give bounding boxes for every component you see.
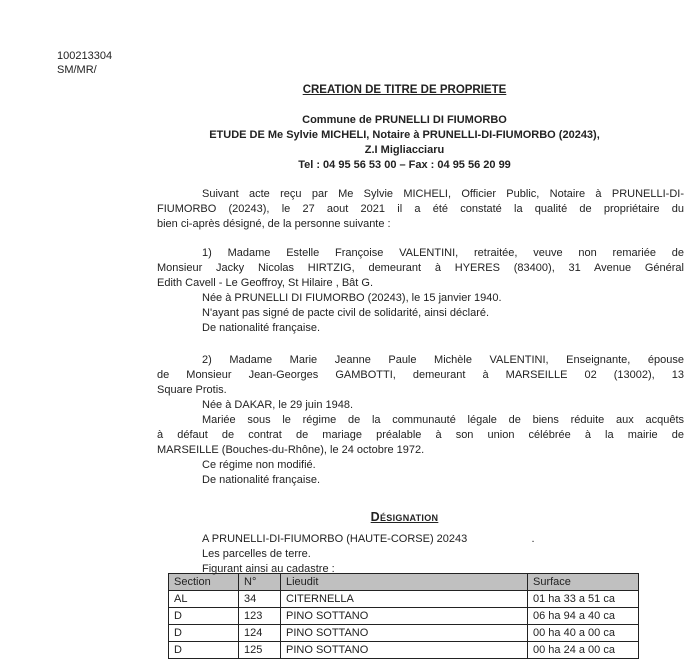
person2-paragraph-line: de Monsieur Jean-Georges GAMBOTTI, demeurant à MARSEILLE 02 (13002), 13 (157, 369, 684, 381)
document-title: CREATION DE TITRE DE PROPRIETE (302, 84, 507, 96)
cell-section: D (169, 642, 239, 659)
cell-section: D (169, 608, 239, 625)
person2-marriage-line: Mariée sous le régime de la communauté légale de biens réduite aux acquêts (202, 414, 684, 426)
person2-detail-line: De nationalité française. (202, 474, 321, 486)
cell-lieudit: PINO SOTTANO (281, 608, 528, 625)
col-header-surface: Surface (528, 574, 639, 591)
etude-line: ETUDE DE Me Sylvie MICHELI, Notaire à PRUNELLI-DI-FIUMORBO (20243), (209, 129, 600, 141)
person2-paragraph-line: 2) Madame Marie Jeanne Paule Michèle VALENTINI, Enseignante, épouse (202, 354, 684, 366)
person1-detail-line: Née à PRUNELLI DI FIUMORBO (20243), le 15 janvier 1940. (202, 292, 502, 304)
person2-detail-line: Née à DAKAR, le 29 juin 1948. (202, 399, 354, 411)
designation-line: Figurant ainsi au cadastre : (202, 563, 335, 575)
cell-surface: 00 ha 24 a 00 ca (528, 642, 639, 659)
person1-block (157, 246, 684, 336)
cadastre-table (168, 573, 639, 659)
cell-section: D (169, 625, 239, 642)
tel-fax-line: Tel : 04 95 56 53 00 – Fax : 04 95 56 20 99 (298, 159, 511, 171)
reference-initials: SM/MR/ (57, 64, 97, 76)
notary-office-block (157, 113, 684, 173)
cell-lieudit: PINO SOTTANO (281, 642, 528, 659)
commune-line: Commune de PRUNELLI DI FIUMORBO (302, 114, 507, 126)
col-header-section: Section (169, 574, 239, 591)
cell-surface: 01 ha 33 a 51 ca (528, 591, 639, 608)
designation-block (157, 532, 684, 577)
person2-block (157, 353, 684, 488)
file-reference (57, 49, 112, 77)
document-body (157, 83, 684, 659)
cell-surface: 00 ha 40 a 00 ca (528, 625, 639, 642)
designation-line: A PRUNELLI-DI-FIUMORBO (HAUTE-CORSE) 20243 . (202, 533, 535, 545)
cell-numero: 124 (239, 625, 281, 642)
intro-paragraph (157, 187, 684, 232)
table-row (169, 625, 639, 642)
reference-number: 100213304 (57, 50, 113, 62)
intro-line: FIUMORBO (20243), le 27 aout 2021 il a été constaté la qualité de propriétaire du (157, 203, 684, 215)
designation-heading: Désignation (370, 510, 439, 524)
person2-marriage-line: à défaut de contrat de mariage préalable à son union célébrée à la mairie de (157, 429, 684, 441)
table-row (169, 608, 639, 625)
cell-surface: 06 ha 94 a 40 ca (528, 608, 639, 625)
designation-heading-row (157, 510, 684, 525)
cell-lieudit: CITERNELLA (281, 591, 528, 608)
cell-numero: 34 (239, 591, 281, 608)
person1-paragraph-line: 1) Madame Estelle Françoise VALENTINI, retraitée, veuve non remariée de (202, 247, 684, 259)
col-header-numero: N° (239, 574, 281, 591)
table-row (169, 642, 639, 659)
person1-paragraph-line: Monsieur Jacky Nicolas HIRTZIG, demeurant à HYERES (83400), 31 Avenue Général (157, 262, 684, 274)
office-address-line: Z.I Migliacciaru (364, 144, 445, 156)
table-row (169, 591, 639, 608)
person2-marriage-line: MARSEILLE (Bouches-du-Rhône), le 24 octobre 1972. (157, 444, 425, 456)
cell-lieudit: PINO SOTTANO (281, 625, 528, 642)
intro-line: Suivant acte reçu par Me Sylvie MICHELI, Officier Public, Notaire à PRUNELLI-DI- (202, 188, 684, 200)
person1-detail-line: De nationalité française. (202, 322, 321, 334)
person1-detail-line: N'ayant pas signé de pacte civil de solidarité, ainsi déclaré. (202, 307, 490, 319)
col-header-lieudit: Lieudit (281, 574, 528, 591)
person2-detail-line: Ce régime non modifié. (202, 459, 316, 471)
person1-paragraph-line: Edith Cavell - Le Geoffroy, St Hilaire , Bât G. (157, 277, 374, 289)
person2-paragraph-line: Square Protis. (157, 384, 227, 396)
cell-numero: 125 (239, 642, 281, 659)
cell-numero: 123 (239, 608, 281, 625)
cell-section: AL (169, 591, 239, 608)
designation-line: Les parcelles de terre. (202, 548, 311, 560)
intro-line: bien ci-après désigné, de la personne suivante : (157, 218, 391, 230)
